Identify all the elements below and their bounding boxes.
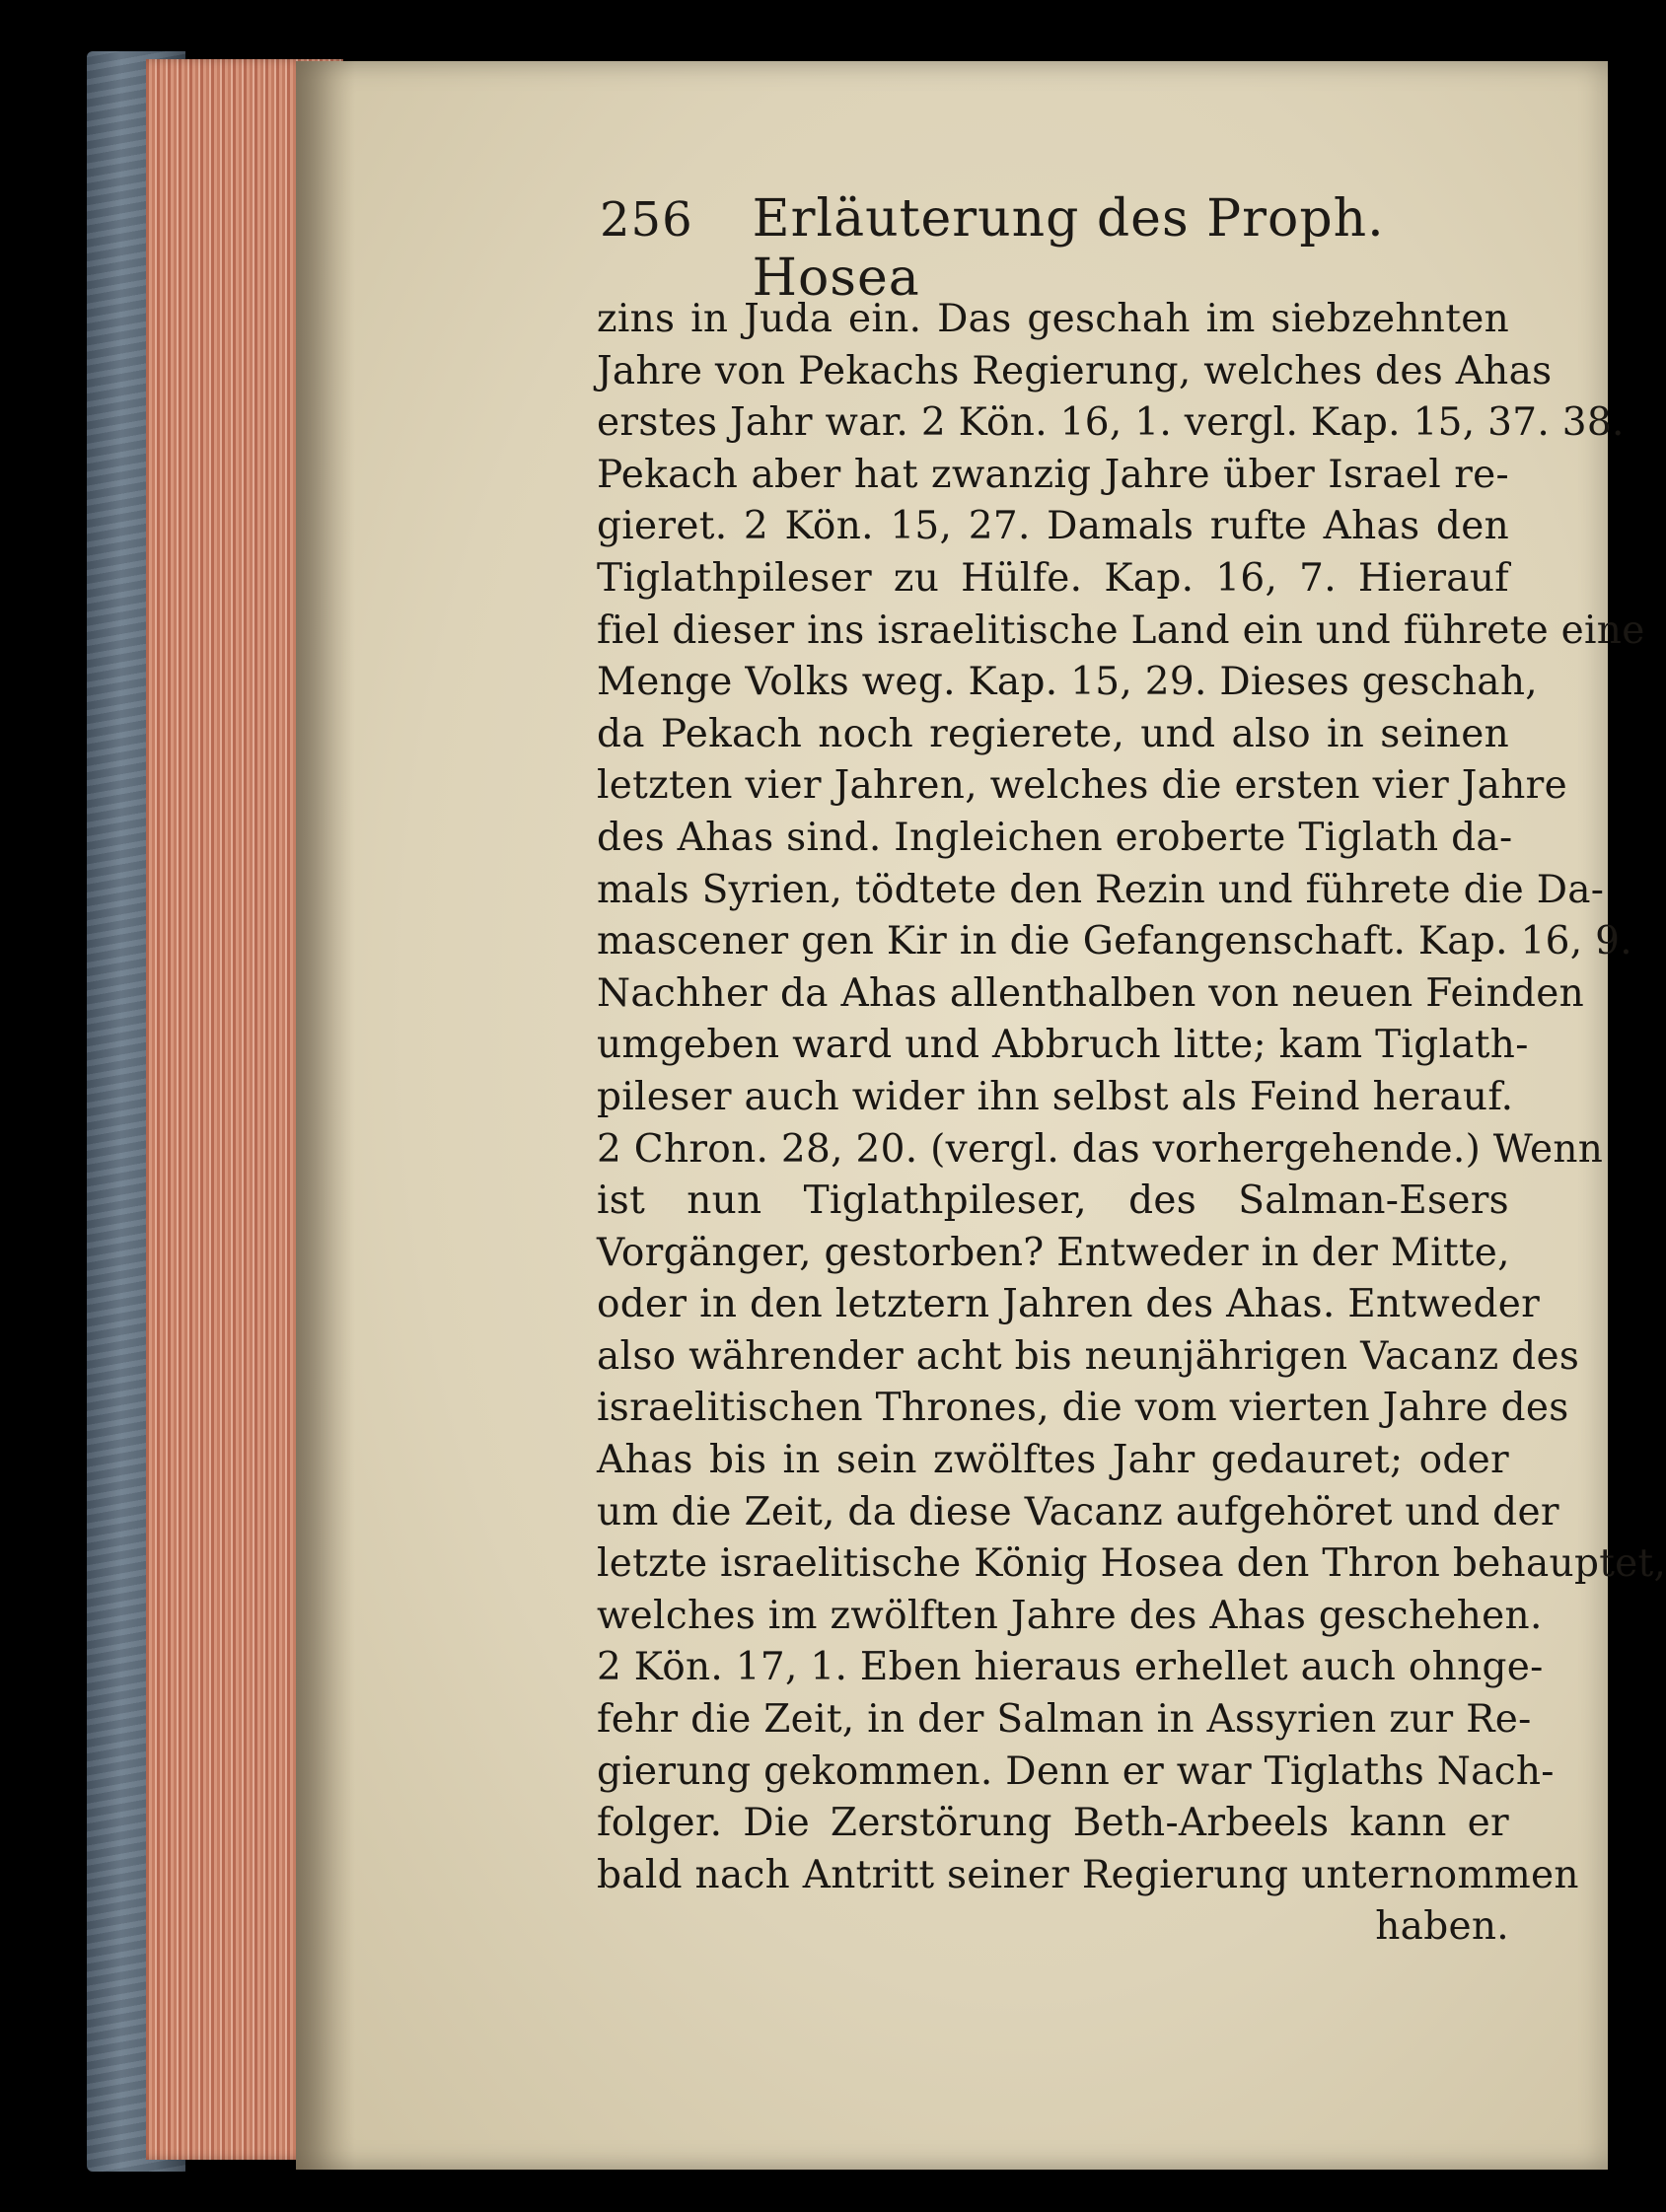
text-line: zins in Juda ein. Das geschah im siebzehnten (597, 297, 1509, 341)
text-line: also währender acht bis neunjährigen Vacanz des (597, 1333, 1580, 1379)
text-line: Vorgänger, gestorben? Entweder in der Mitte, (597, 1230, 1510, 1275)
text-line: fehr die Zeit, in der Salman in Assyrien zur Re- (597, 1697, 1532, 1743)
text-line: mals Syrien, tödtete den Rezin und führete die Da- (597, 867, 1605, 912)
text-line: Menge Volks weg. Kap. 15, 29. Dieses geschah, (597, 660, 1538, 705)
page-header (600, 189, 1389, 308)
text-line: folger. Die Zerstörung Beth-Arbeels kann er (597, 1801, 1509, 1846)
body-text (597, 294, 1666, 1954)
text-line: Jahre von Pekachs Regierung, welches des Ahas (597, 348, 1553, 393)
text-line: mascener gen Kir in die Gefangenschaft. Kap. 16, 9. (597, 919, 1632, 964)
text-line: pileser auch wider ihn selbst als Feind herauf. (597, 1074, 1514, 1119)
text-line: 2 Chron. 28, 20. (vergl. das vorhergehende.) Wenn (597, 1126, 1604, 1172)
text-line: umgeben ward und Abbruch litte; kam Tiglath- (597, 1023, 1529, 1068)
text-line: fiel dieser ins israelitische Land ein und führete eine (597, 607, 1645, 653)
text-line: Pekach aber hat zwanzig Jahre über Israel re- (597, 452, 1509, 497)
text-line: ist nun Tiglathpileser, des Salman-Esers (597, 1178, 1509, 1224)
text-line: da Pekach noch regierete, und also in seinen (597, 711, 1509, 756)
text-line: Tiglathpileser zu Hülfe. Kap. 16, 7. Hierauf (597, 555, 1509, 601)
text-line: 2 Kön. 17, 1. Eben hieraus erhellet auch ohnge- (597, 1645, 1544, 1690)
text-line: letzten vier Jahren, welches die ersten vier Jahre (597, 763, 1567, 809)
text-line: israelitischen Thrones, die vom vierten Jahre des (597, 1386, 1569, 1431)
text-line: oder in den letztern Jahren des Ahas. Entweder (597, 1282, 1541, 1327)
text-line: welches im zwölften Jahre des Ahas geschehen. (597, 1593, 1543, 1638)
text-line: des Ahas sind. Ingleichen eroberte Tiglath da- (597, 815, 1513, 860)
text-line: Ahas bis in sein zwölftes Jahr gedauret; oder (597, 1438, 1509, 1483)
page-number: 256 (600, 192, 693, 248)
running-head: Erläuterung des Proph. Hosea (752, 189, 1385, 308)
text-line: Nachher da Ahas allenthalben von neuen Feinden (597, 970, 1585, 1016)
text-line: um die Zeit, da diese Vacanz aufgehöret und der (597, 1489, 1559, 1534)
text-line: bald nach Antritt seiner Regierung unternommen (597, 1852, 1579, 1897)
text-line: letzte israelitische König Hosea den Thron behauptet, (597, 1541, 1666, 1587)
text-line: gieret. 2 Kön. 15, 27. Damals rufte Ahas den (597, 504, 1509, 549)
text-line: erstes Jahr war. 2 Kön. 16, 1. vergl. Kap. 15, 37. 38. (597, 400, 1625, 446)
text-line: gierung gekommen. Denn er war Tiglaths Nach- (597, 1748, 1555, 1794)
gutter-shadow (296, 61, 355, 2170)
text-line-last: haben. (1375, 1904, 1509, 1950)
